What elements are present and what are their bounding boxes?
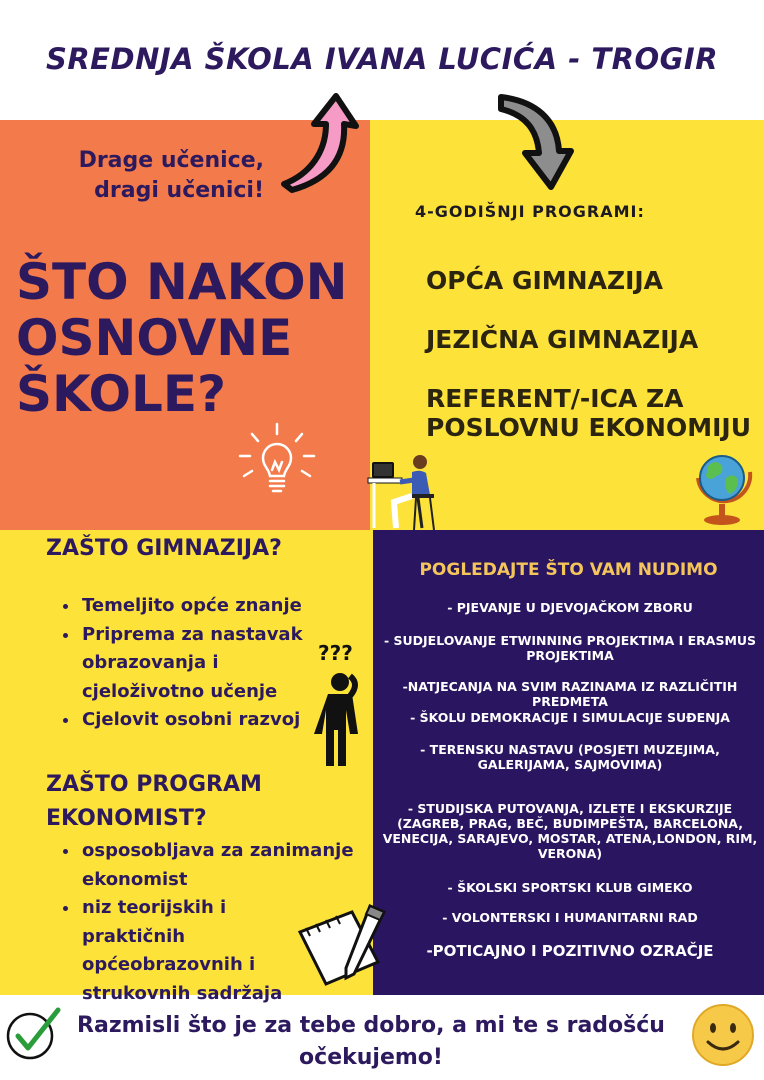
offer-item: - VOLONTERSKI I HUMANITARNI RAD <box>442 910 698 925</box>
smiley-icon <box>690 1002 756 1068</box>
program-item: REFERENT/-ICA ZA POSLOVNU EKONOMIJU <box>426 384 752 442</box>
footer-text: Razmisli što je za tebe dobro, a mi te s radošću očekujemo! <box>77 1013 665 1070</box>
offer-item: - ŠKOLSKI SPORTSKI KLUB GIMEKO <box>447 880 693 895</box>
offer-item: -POTICAJNO I POZITIVNO OZRAČJE <box>426 942 714 960</box>
offer-item: - PJEVANJE U DJEVOJAČKOM ZBORU <box>447 600 693 615</box>
offer-title: POGLEDAJTE ŠTO VAM NUDIMO <box>419 560 718 580</box>
program-item: JEZIČNA GIMNAZIJA <box>426 325 699 354</box>
list-item: • niz teorijskih i praktičnih općeobrazovnih i strukovnih sadržaja <box>80 894 312 1008</box>
arrow-up-icon <box>270 92 360 192</box>
confused-person-icon <box>310 638 368 770</box>
school-title: SREDNJA ŠKOLA IVANA LUCIĆA - TROGIR <box>45 42 719 76</box>
offer-item: - SUDJELOVANJE ETWINNING PROJEKTIMA I ERASMUS PROJEKTIMA <box>383 633 757 663</box>
main-question <box>16 254 366 422</box>
offer-item: - ŠKOLU DEMOKRACIJE I SIMULACIJE SUĐENJA <box>410 710 730 725</box>
greeting <box>34 146 264 206</box>
question-line: ŠKOLE? <box>16 365 227 423</box>
offer-item: - TERENSKU NASTAVU (POSJETI MUZEJIMA, GALERIJAMA, SAJMOVIMA) <box>420 742 720 772</box>
computer-worker-icon <box>368 448 443 534</box>
lightbulb-icon <box>232 420 322 510</box>
offer-item: -NATJECANJA NA SVIM RAZINAMA IZ RAZLIČITIH PREDMETA <box>402 679 738 709</box>
list-item: • osposobljava za zanimanje ekonomist <box>80 837 360 894</box>
question-line: ŠTO NAKON <box>16 253 348 311</box>
checkmark-icon <box>4 1004 64 1064</box>
arrow-down-icon <box>495 93 585 193</box>
notepad-pencil-icon <box>292 898 392 990</box>
greeting-line-2: dragi učenici! <box>94 178 264 203</box>
list-item: • Cjelovit osobni razvoj <box>80 706 340 735</box>
programs-heading: 4-GODIŠNJI PROGRAMI: <box>415 202 645 221</box>
list-item: • Temeljito opće znanje <box>80 592 340 621</box>
list-item: • Priprema za nastavak obrazovanja i cjeloživotno učenje <box>80 621 340 707</box>
gymnasium-reasons-list <box>60 592 340 735</box>
greeting-line-1: Drage učenice, <box>78 148 264 173</box>
offer-item: - STUDIJSKA PUTOVANJA, IZLETE I EKSKURZIJE (ZAGREB, PRAG, BEČ, BUDIMPEŠTA, BARCELONA, VENECIJA, SARAJEVO, MOSTAR, ATENA,LONDON, RIM, VERONA) <box>382 801 758 861</box>
why-economist-title: ZAŠTO PROGRAM EKONOMIST? <box>46 772 262 831</box>
globe-icon <box>690 448 754 530</box>
program-item: OPĆA GIMNAZIJA <box>426 266 664 295</box>
why-gymnasium-title: ZAŠTO GIMNAZIJA? <box>46 536 282 561</box>
question-line: OSNOVNE <box>16 309 293 367</box>
svg-text:???: ??? <box>318 641 353 665</box>
